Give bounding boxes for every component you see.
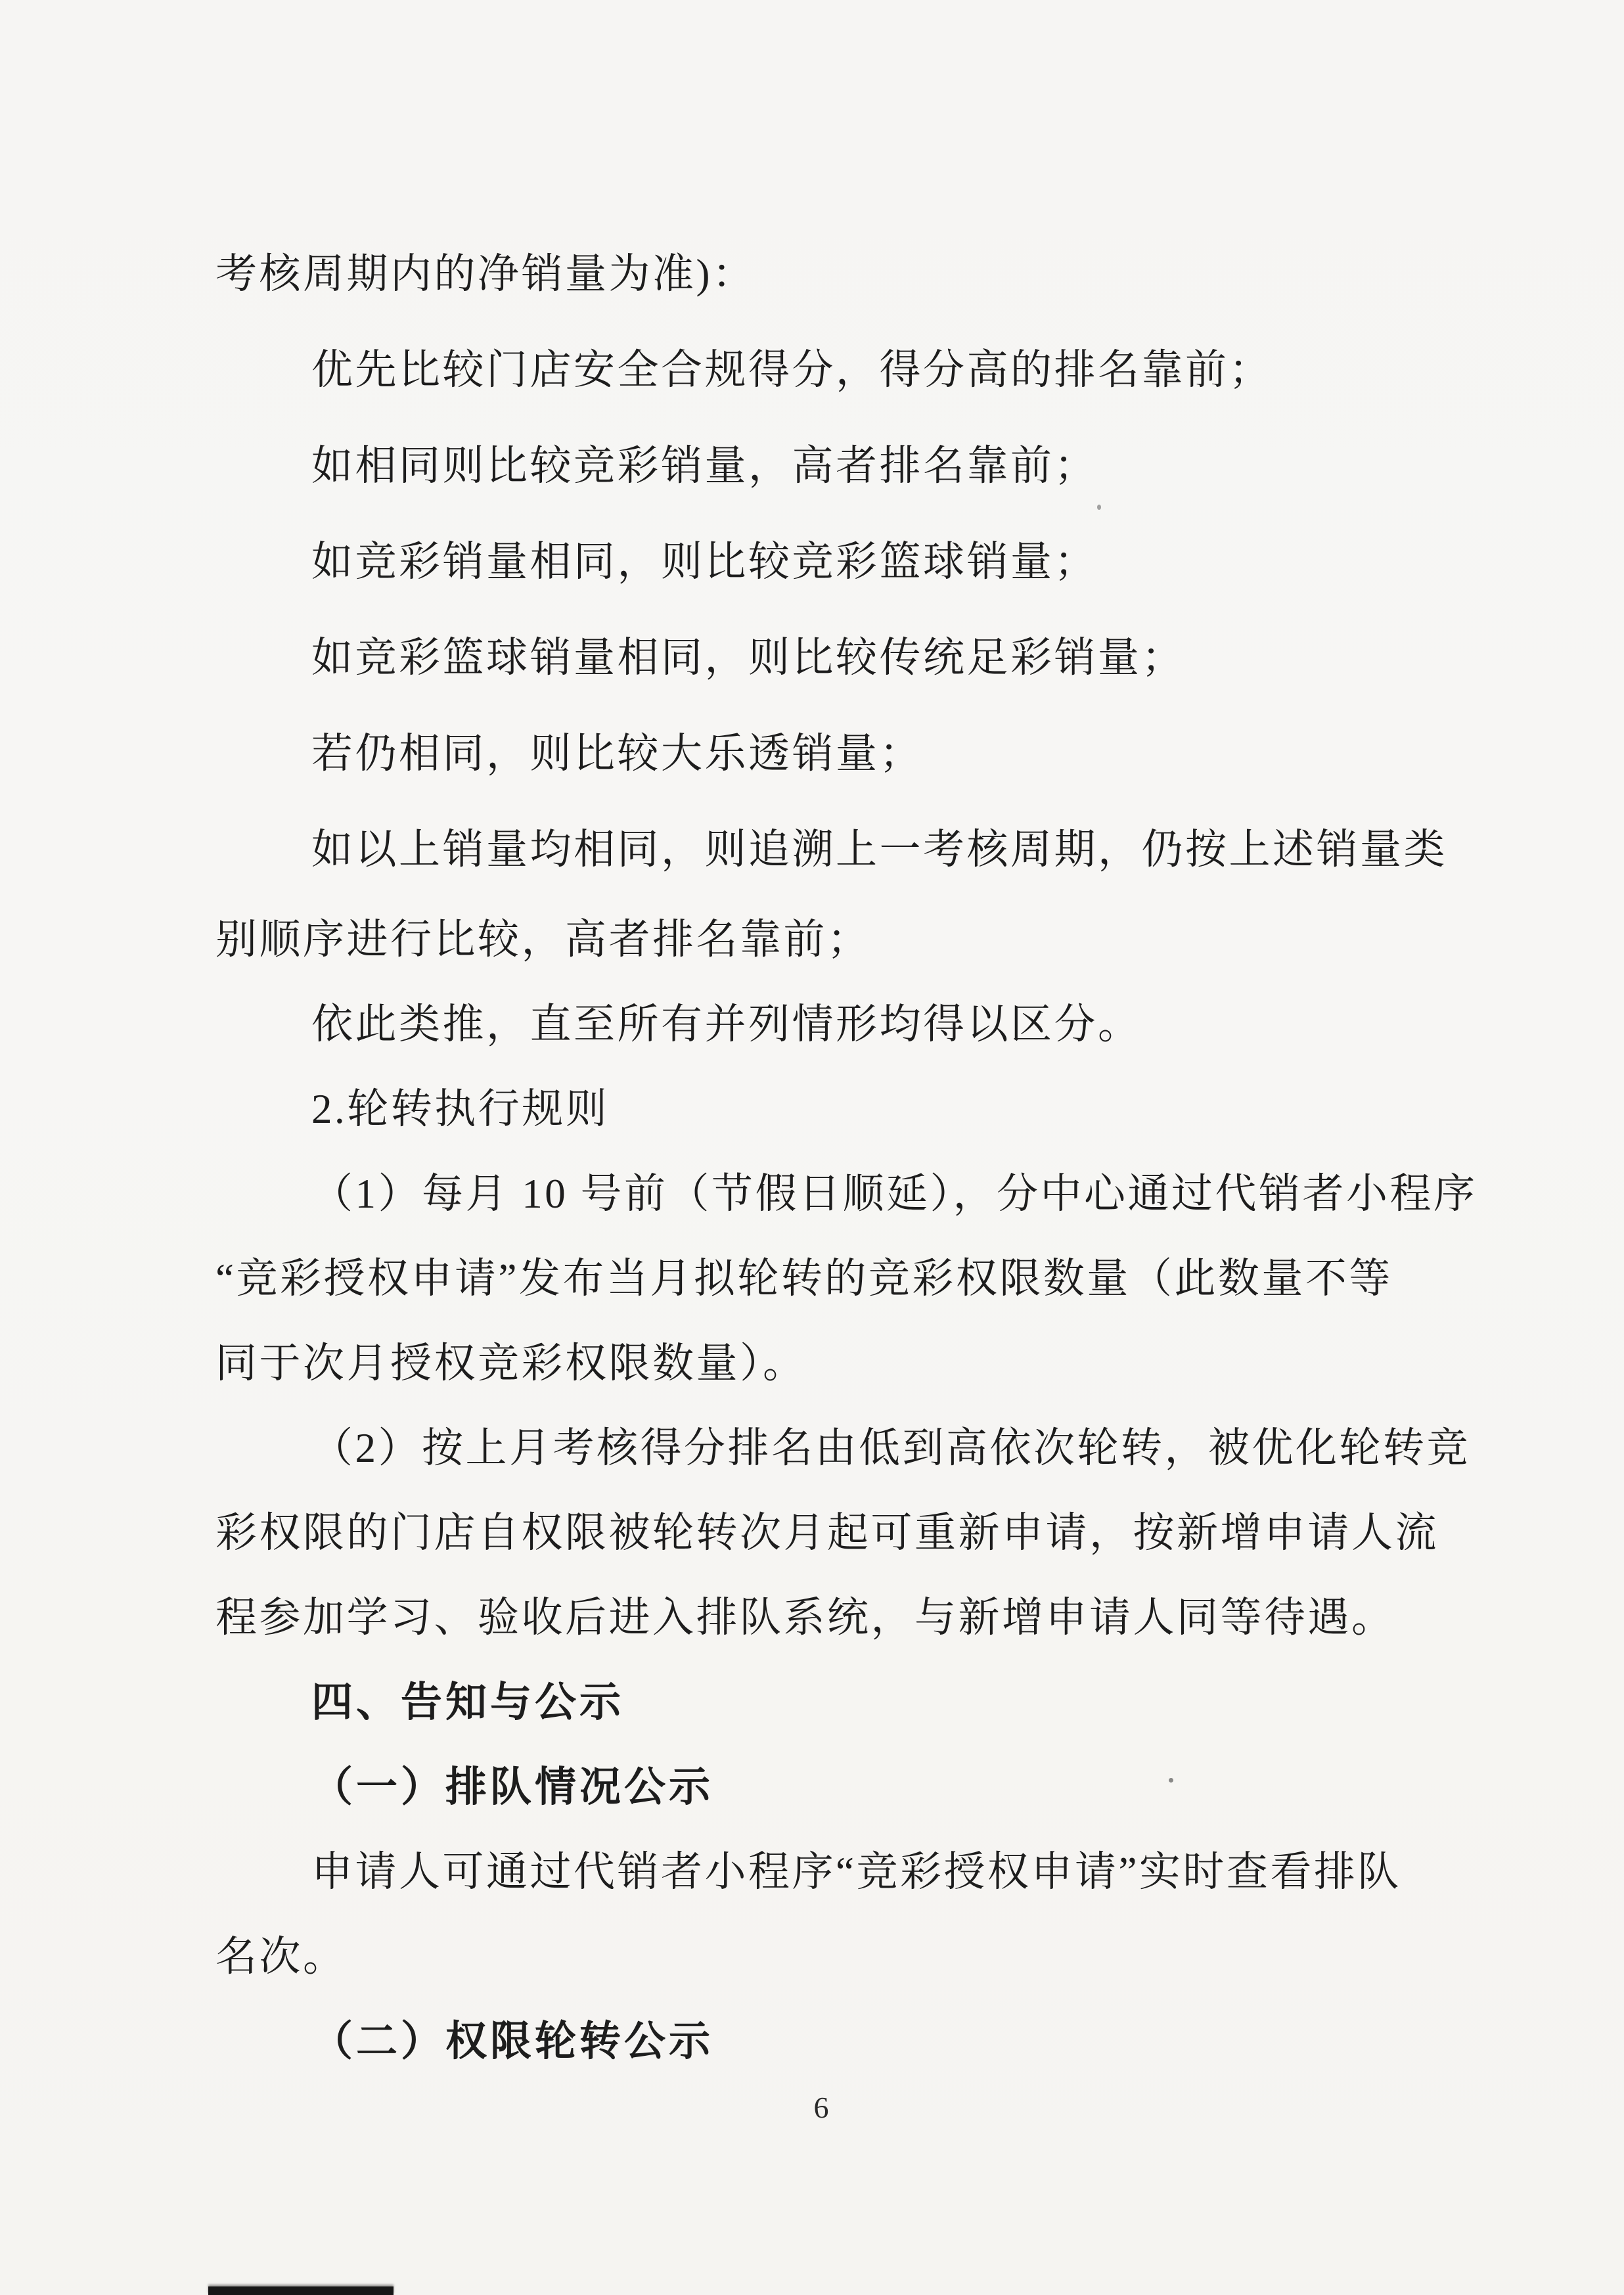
text-line: 如以上销量均相同，则追溯上一考核周期，仍按上述销量类 bbox=[311, 827, 1447, 873]
text-line: 若仍相同，则比较大乐透销量； bbox=[311, 731, 923, 777]
scan-speck bbox=[1097, 505, 1101, 510]
text-line: 如竞彩篮球销量相同，则比较传统足彩销量； bbox=[311, 635, 1185, 681]
text-line: 申请人可通过代销者小程序“竞彩授权申请”实时查看排队 bbox=[311, 1849, 1401, 1895]
section-heading: 四、告知与公示 bbox=[311, 1679, 624, 1725]
page-number: 6 bbox=[813, 2091, 829, 2124]
text-line: 2.轮转执行规则 bbox=[311, 1086, 610, 1132]
text-line: 如相同则比较竞彩销量，高者排名靠前； bbox=[311, 443, 1098, 489]
text-line: 名次。 bbox=[215, 1934, 347, 1980]
text-line: 别顺序进行比较，高者排名靠前； bbox=[215, 917, 871, 963]
text-line: 彩权限的门店自权限被轮转次月起可重新申请，按新增申请人流 bbox=[215, 1510, 1439, 1556]
text-line: 同于次月授权竞彩权限数量）。 bbox=[215, 1340, 807, 1386]
scan-speck bbox=[1169, 1778, 1173, 1783]
text-line: （2）按上月考核得分排名由低到高依次轮转，被优化轮转竞 bbox=[311, 1425, 1470, 1471]
text-line: “竞彩授权申请”发布当月拟轮转的竞彩权限数量（此数量不等 bbox=[215, 1256, 1393, 1302]
text-line: 程参加学习、验收后进入排队系统，与新增申请人同等待遇。 bbox=[215, 1595, 1395, 1641]
text-line: 如竞彩销量相同，则比较竞彩篮球销量； bbox=[311, 539, 1098, 585]
scan-artifact-bar bbox=[208, 2286, 394, 2295]
text-line: （1）每月 10 号前（节假日顺延），分中心通过代销者小程序 bbox=[311, 1171, 1477, 1217]
text-line: 考核周期内的净销量为准)： bbox=[215, 251, 756, 297]
document-body bbox=[215, 226, 1477, 2084]
subsection-heading: （二）权限轮转公示 bbox=[311, 2018, 713, 2064]
subsection-heading: （一）排队情况公示 bbox=[311, 1764, 713, 1810]
text-line: 优先比较门店安全合规得分，得分高的排名靠前； bbox=[311, 347, 1273, 393]
text-line: 依此类推，直至所有并列情形均得以区分。 bbox=[311, 1001, 1142, 1047]
